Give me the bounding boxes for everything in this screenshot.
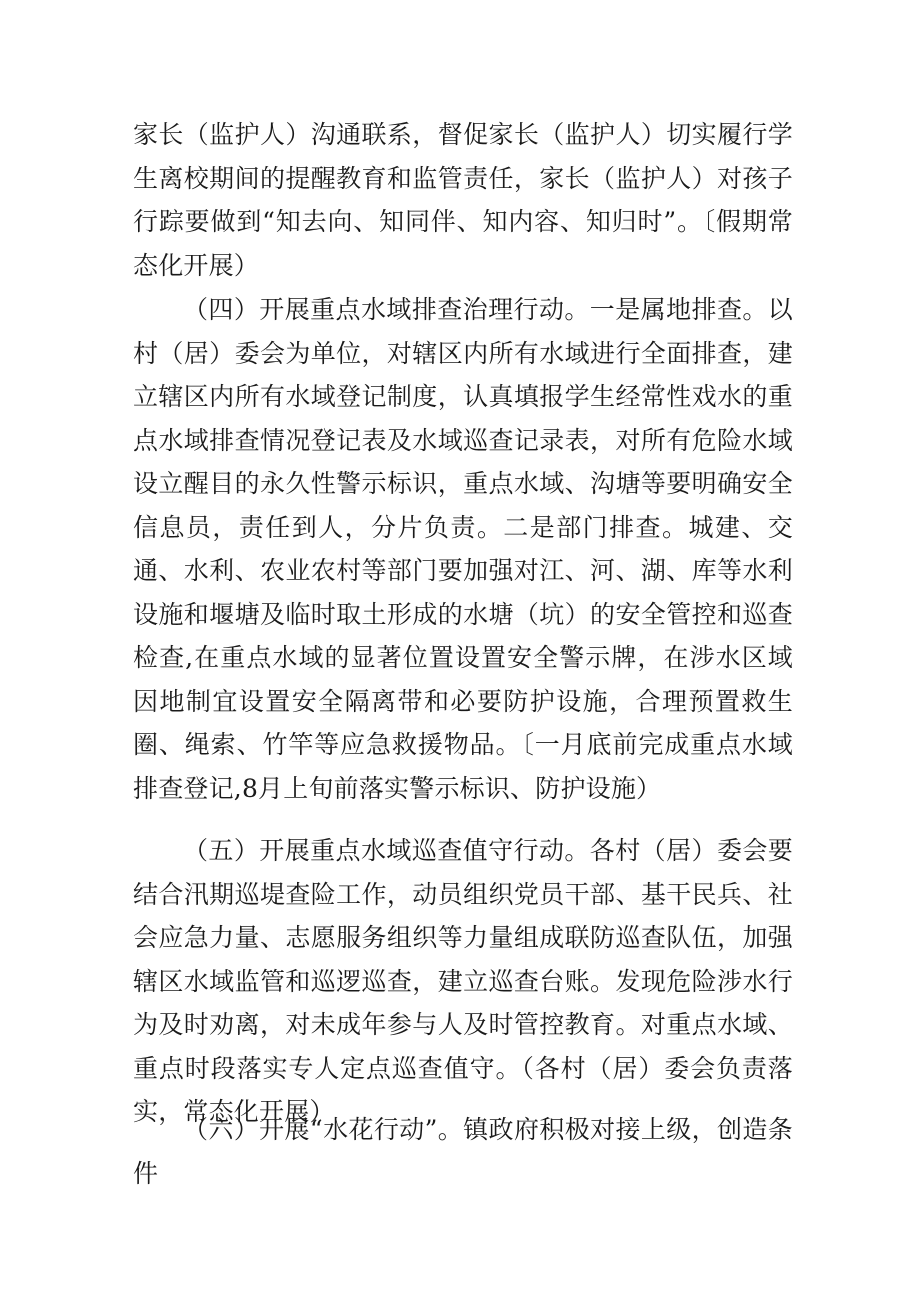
paragraph-continuation: 家长（监护人）沟通联系，督促家长（监护人）切实履行学生离校期间的提醒教育和监管责任，家长（监护人）对孩子行踪要做到“知去向、知同伴、知内容、知归时”。〔假期常态化开展） xyxy=(133,120,793,280)
paragraph-section-5: （五）开展重点水域巡查值守行动。各村（居）委会要结合汛期巡堤查险工作，动员组织党员干部、基干民兵、社会应急力量、志愿服务组织等力量组成联防巡查队伍，加强辖区水域监管和巡逻巡查，建立巡查台账。发现危险涉水行为及时劝离，对未成年参与人及时管控教育。对重点水域、重点时段落实专人定点巡查值守。（各村（居）委会负责落实，常态化开展） xyxy=(133,836,793,1126)
paragraph-section-4: （四）开展重点水域排查治理行动。一是属地排查。以村（居）委会为单位，对辖区内所有水域进行全面排查，建立辖区内所有水域登记制度，认真填报学生经常性戏水的重点水域排查情况登记表及水域巡查记录表，对所有危险水域设立醒目的永久性警示标识，重点水域、沟塘等要明确安全信息员，责任到人，分片负责。二是部门排查。城建、交通、水利、农业农村等部门要加强对江、河、湖、库等水利设施和堰塘及临时取土形成的水塘（坑）的安全管控和巡查检查,在重点水域的显著位置设置安全警示牌，在涉水区域因地制宜设置安全隔离带和必要防护设施，合理预置救生圈、绳索、竹竿等应急救援物品。〔一月底前完成重点水域排查登记,8月上旬前落实警示标识、防护设施） xyxy=(133,295,793,803)
paragraph-section-6: （六）开展“水花行动”。镇政府积极对接上级，创造条件 xyxy=(133,1115,793,1188)
